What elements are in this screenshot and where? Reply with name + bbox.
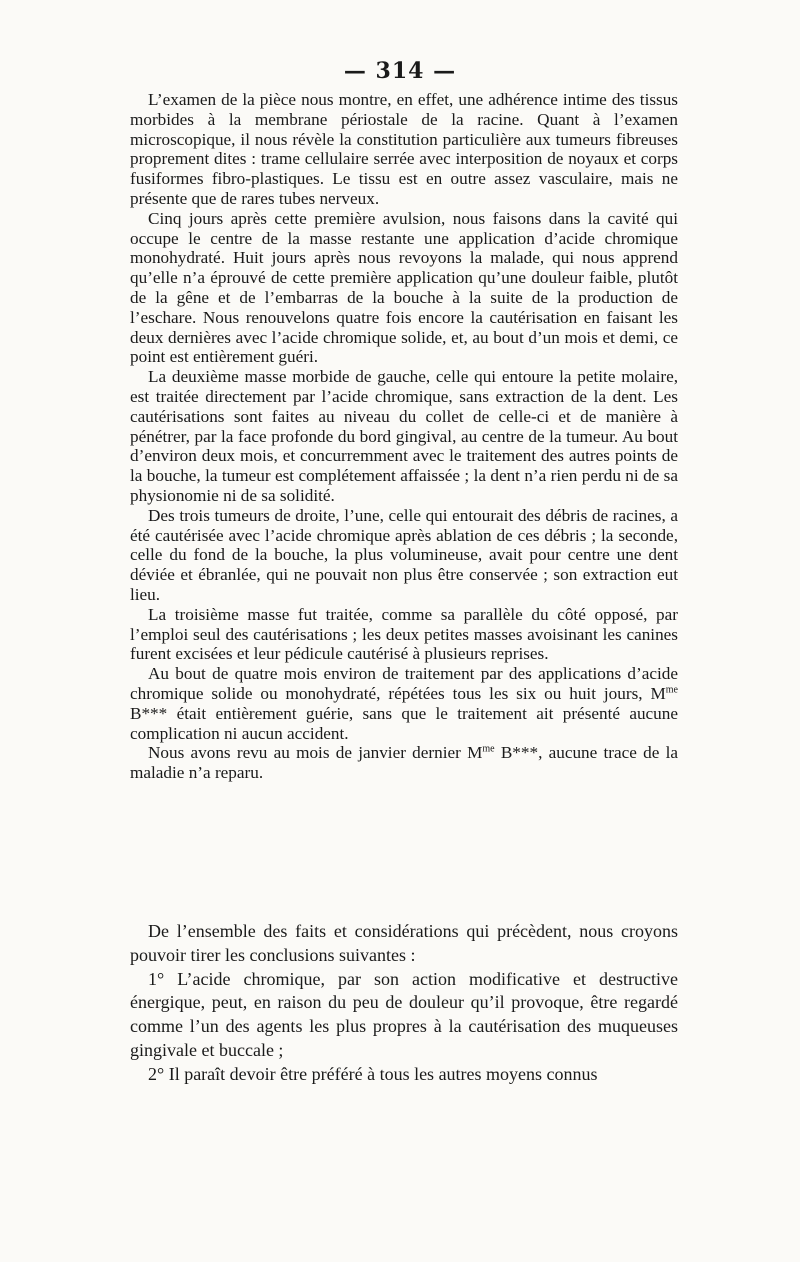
abbreviation-superscript: me bbox=[665, 684, 678, 696]
body-text bbox=[130, 90, 678, 783]
paragraph bbox=[130, 664, 678, 743]
paragraph-text: B***, aucune trace de la maladie n’a reparu. bbox=[130, 743, 678, 783]
conclusions-section bbox=[130, 920, 678, 1087]
paragraph: Des trois tumeurs de droite, l’une, celle qui entourait des débris de racines, a été cautérisée avec l’acide chromique après ablation de ces débris ; la seconde, celle du fond de la bouche, la plus volumineuse, avait pour centre une dent déviée et ébranlée, qui ne pouvait non plus être conservée ; son extraction eut lieu. bbox=[130, 505, 678, 604]
paragraph: L’examen de la pièce nous montre, en effet, une adhérence intime des tissus morbides à la membrane périostale de la racine. Quant à l’examen microscopique, il nous révèle la constitution particulière aux tumeurs fibreuses proprement dites : trame cellulaire serrée avec interposition de noyaux et corps fusiformes fibro-plastiques. Le tissu est en outre assez vasculaire, mais ne présente que de rares tubes nerveux. bbox=[130, 90, 678, 208]
conclusions-intro: De l’ensemble des faits et considérations qui précèdent, nous croyons pouvoir tirer les conclusions suivantes : bbox=[130, 921, 678, 965]
paragraph-text: B*** était entièrement guérie, sans que le traitement ait présenté aucune complication ni aucun accident. bbox=[130, 703, 678, 743]
paragraph: La deuxième masse morbide de gauche, celle qui entoure la petite molaire, est traitée directement par l’acide chromique, sans extraction de la dent. Les cautérisations sont faites au niveau du collet de celle-ci et de manière à pénétrer, par la face profonde du bord gingival, au centre de la tumeur. Au bout d’environ deux mois, et concurremment avec le traitement des autres points de la bouche, la tumeur est complétement affaissée ; la dent n’a rien perdu ni de sa physionomie ni de sa solidité. bbox=[130, 367, 678, 505]
abbreviation-superscript: me bbox=[482, 743, 495, 755]
paragraph bbox=[130, 743, 678, 783]
page-number: — 314 — bbox=[343, 58, 457, 84]
conclusion-item: 2° Il paraît devoir être préféré à tous les autres moyens connus bbox=[148, 1063, 598, 1084]
paragraph: La troisième masse fut traitée, comme sa parallèle du côté opposé, par l’emploi seul des cautérisations ; les deux petites masses avoisinant les canines furent excisées et leur pédicule cautérisé à plusieurs reprises. bbox=[130, 604, 678, 664]
conclusion-item: 1° L’acide chromique, par son action modificative et destructive énergique, peut, en raison du peu de douleur qu’il provoque, être regardé comme l’un des agents les plus propres à la cautérisation des muqueuses gingivale et buccale ; bbox=[130, 968, 678, 1060]
paragraph-text: Nous avons revu au mois de janvier dernier M bbox=[148, 743, 483, 763]
paragraph-text: Au bout de quatre mois environ de traitement par des applications d’acide chromique solide ou monohydraté, répétées tous les six ou huit jours, M bbox=[130, 664, 678, 703]
paragraph: Cinq jours après cette première avulsion, nous faisons dans la cavité qui occupe le centre de la masse restante une application d’acide chromique monohydraté. Huit jours après nous revoyons la malade, qui nous apprend qu’elle n’a éprouvé de cette première application qu’une douleur faible, plutôt de la gêne et de l’embarras de la bouche à la suite de la production de l’eschare. Nous renouvelons quatre fois encore la cautérisation en faisant les deux dernières avec l’acide chromique solide, et, au bout d’un mois et demi, ce point est entièrement guéri. bbox=[130, 208, 678, 367]
